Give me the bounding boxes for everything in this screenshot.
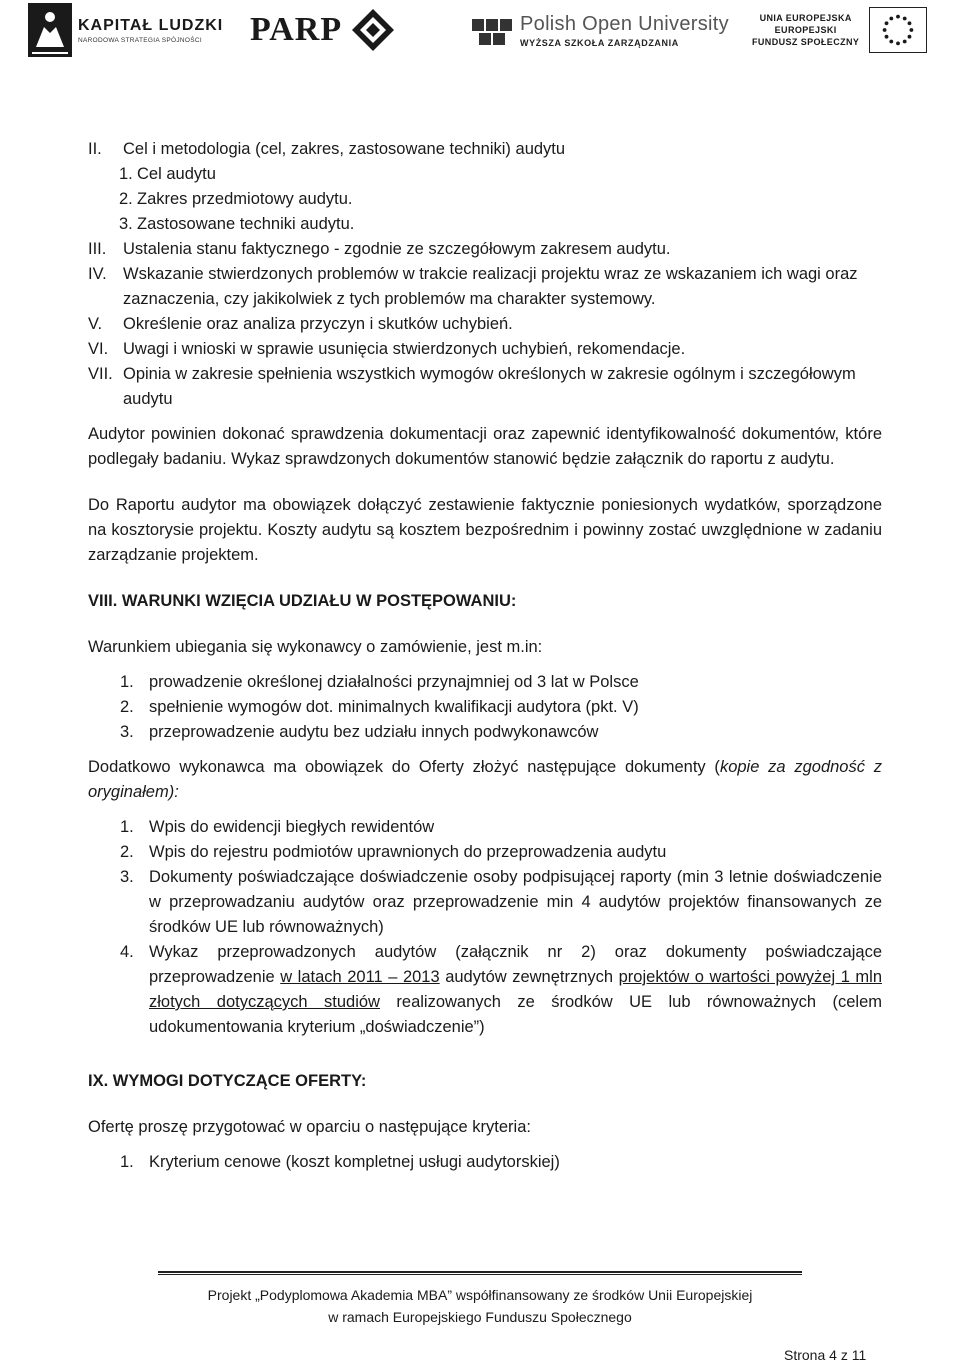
kapital-ludzki-name: KAPITAŁ LUDZKI (78, 16, 224, 34)
docs-intro: Dodatkowo wykonawca ma obowiązek do Oferty złożyć następujące dokumenty ( (88, 758, 720, 776)
parp-mark-icon (350, 7, 396, 53)
toc-subitem (88, 162, 882, 187)
eu-line-1: UNIA EUROPEJSKA (759, 13, 852, 23)
toc-subitem-number: 3. (119, 215, 133, 233)
toc-item (88, 312, 882, 337)
list-item-number: 3. (120, 723, 134, 741)
doc4-part3: realizowanych ze środków UE lub równoważnych (celem udokumentowania kryterium „doświadczenie”) (149, 993, 883, 1036)
parp-name: PARP (250, 11, 343, 48)
toc-item-number: III. (88, 240, 107, 258)
list-item-text: Wpis do ewidencji biegłych rewidentów (149, 818, 435, 836)
list-item (88, 840, 882, 865)
docs-intro-italic: kopie za zgodność z oryginałem): (88, 758, 882, 801)
toc-item-text: Ustalenia stanu faktycznego - zgodnie ze szczegółowym zakresem audytu. (123, 240, 671, 258)
doc4-part2: audytów zewnętrznych (439, 968, 619, 986)
list-item-text (149, 940, 882, 1040)
toc-item-number: IV. (88, 265, 107, 283)
section-heading-ix: IX. WYMOGI DOTYCZĄCE OFERTY: (88, 1072, 367, 1090)
list-item-text: spełnienie wymogów dot. minimalnych kwalifikacji audytora (pkt. V) (149, 698, 639, 716)
list-item (88, 720, 882, 745)
list-item (88, 940, 882, 1040)
footer-line-1: Projekt „Podyplomowa Akademia MBA” współfinansowany ze środków Unii Europejskiej (207, 1287, 753, 1303)
toc-item (88, 362, 882, 412)
paragraph-additional-documents (88, 755, 882, 805)
eu-line-3: FUNDUSZ SPOŁECZNY (752, 37, 860, 47)
doc4-underlined-value: projektów o wartości powyżej 1 mln złotych dotyczących studiów (149, 968, 882, 1011)
section-viii-intro: Warunkiem ubiegania się wykonawcy o zamówienie, jest m.in: (88, 638, 543, 656)
toc-item-text: Uwagi i wnioski w sprawie usunięcia stwierdzonych uchybień, rekomendacje. (123, 340, 686, 358)
list-item-text: Kryterium cenowe (koszt kompletnej usługi audytorskiej) (149, 1153, 560, 1171)
list-item-number: 2. (120, 843, 134, 861)
toc-subitem (88, 212, 882, 237)
kapital-ludzki-mark-icon (28, 3, 72, 57)
list-item-number: 1. (120, 818, 134, 836)
list-item-number: 1. (120, 673, 134, 691)
pou-subtitle: WYŻSZA SZKOŁA ZARZĄDZANIA (520, 37, 679, 48)
toc-item (88, 262, 882, 312)
list-item-number: 3. (120, 868, 134, 886)
document-body (88, 137, 882, 1175)
page-number: Strona 4 z 11 (784, 1347, 867, 1363)
pou-name: Polish Open University (520, 12, 729, 35)
toc-subitem-text: Cel audytu (137, 165, 216, 183)
list-item-text: Dokumenty poświadczające doświadczenie osoby podpisującej raporty (min 3 letnie doświadczenie w przeprowadzaniu audytów oraz przeprowadzenie min 4 audytów projektów finansowanych ze środków UE lub równoważnych) (149, 868, 882, 936)
section-ix-intro: Ofertę proszę przygotować w oparciu o następujące kryteria: (88, 1118, 531, 1136)
page-footer (0, 1284, 960, 1328)
toc-item-number: II. (88, 140, 102, 158)
toc-item-text: Opinia w zakresie spełnienia wszystkich wymogów określonych w zakresie ogólnym i szczegółowym audytu (123, 365, 856, 408)
eu-flag-icon (869, 7, 927, 53)
page-header (0, 0, 960, 66)
list-item-text: Wpis do rejestru podmiotów uprawnionych do przeprowadzenia audytu (149, 843, 667, 861)
paragraph-documentation: Audytor powinien dokonać sprawdzenia dokumentacji oraz zapewnić identyfikowalność dokumentów, które podlegały badaniu. Wykaz sprawdzonych dokumentów stanowić będzie załącznik do raportu z audytu. (88, 425, 882, 468)
pou-mark-icon (472, 15, 512, 45)
list-item-text: przeprowadzenie audytu bez udziału innych podwykonawców (149, 723, 599, 741)
paragraph-expenses: Do Raportu audytor ma obowiązek dołączyć zestawienie faktycznie poniesionych wydatków, sporządzone na kosztorysie projektu. Koszty audytu są kosztem bezpośrednim i powinny zostać uwzględnione w zadaniu zarządzanie projektem. (88, 496, 882, 564)
parp-logo (250, 2, 396, 58)
footer-line-2: w ramach Europejskiego Funduszu Społecznego (328, 1309, 632, 1325)
kapital-ludzki-logo (28, 2, 223, 58)
eu-logo (752, 2, 927, 58)
toc-subitem-text: Zastosowane techniki audytu. (137, 215, 355, 233)
list-item-number: 1. (120, 1153, 134, 1171)
list-item (88, 815, 882, 840)
toc-item-number: VI. (88, 340, 109, 358)
toc-subitem-text: Zakres przedmiotowy audytu. (137, 190, 353, 208)
toc-subitem-number: 2. (119, 190, 133, 208)
toc-subitem (88, 187, 882, 212)
kapital-ludzki-subtitle: NARODOWA STRATEGIA SPÓJNOŚCI (78, 36, 202, 44)
toc-item-number: V. (88, 315, 103, 333)
toc-subitem-number: 1. (119, 165, 133, 183)
doc4-underlined-years: w latach 2011 – 2013 (280, 968, 440, 986)
eu-line-2: EUROPEJSKI (774, 25, 837, 35)
doc4-part1: Wykaz przeprowadzonych audytów (załącznik nr 2) oraz dokumenty poświadczające przeprowadzenie (149, 943, 882, 986)
list-item (88, 670, 882, 695)
list-item-number: 4. (120, 943, 134, 961)
toc-item-number: VII. (88, 365, 113, 383)
list-item-number: 2. (120, 698, 134, 716)
list-item-text: prowadzenie określonej działalności przynajmniej od 3 lat w Polsce (149, 673, 639, 691)
section-heading-viii: VIII. WARUNKI WZIĘCIA UDZIAŁU W POSTĘPOWANIU: (88, 592, 517, 610)
list-item (88, 1150, 882, 1175)
toc-item-text: Wskazanie stwierdzonych problemów w trakcie realizacji projektu wraz ze wskazaniem ich wagi oraz zaznaczenia, czy jakikolwiek z tych problemów ma charakter systemowy. (123, 265, 858, 308)
toc-item-text: Cel i metodologia (cel, zakres, zastosowane techniki) audytu (123, 140, 566, 158)
polish-open-university-logo (472, 2, 729, 58)
list-item (88, 865, 882, 940)
list-item (88, 695, 882, 720)
toc-item (88, 137, 882, 162)
toc-item (88, 337, 882, 362)
toc-item (88, 237, 882, 262)
footer-divider (158, 1271, 802, 1275)
toc-item-text: Określenie oraz analiza przyczyn i skutków uchybień. (123, 315, 513, 333)
